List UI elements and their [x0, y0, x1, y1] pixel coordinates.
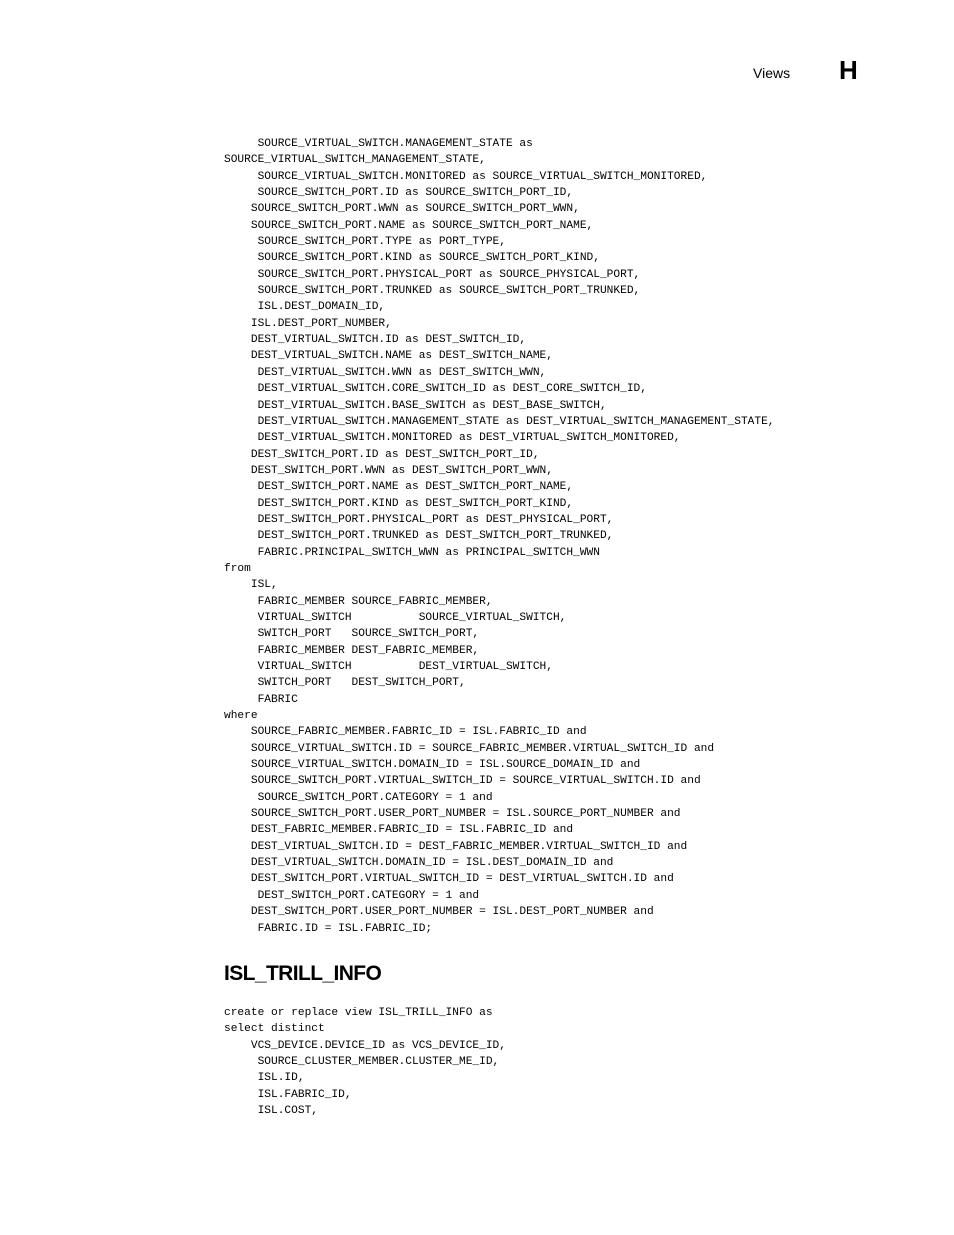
sql-code-block-isl-trill-info: create or replace view ISL_TRILL_INFO as select distinct VCS_DEVICE.DEVICE_ID as VCS_DEVICE_ID, SOURCE_CLUSTER_MEMBER.CLUSTER_ME_ID, ISL.ID, ISL.FABRIC_ID, ISL.COST, [224, 1007, 506, 1118]
section-heading: ISL_TRILL_INFO [224, 962, 382, 985]
running-header-section: Views [753, 65, 791, 81]
sql-code-block: SOURCE_VIRTUAL_SWITCH.MANAGEMENT_STATE as SOURCE_VIRTUAL_SWITCH_MANAGEMENT_STATE, SOURCE_VIRTUAL_SWITCH.MONITORED as SOURCE_VIRTUAL_SWITCH_MONITORED, SOURCE_SWITCH_PORT.ID as SOURCE_SWITCH_PORT_ID, SOURCE_SWITCH_PORT.WWN as SOURCE_SWITCH_PORT_WWN, SOURCE_SWITCH_PORT.NAME as SOURCE_SWITCH_PORT_NAME, SOURCE_SWITCH_PORT.TYPE as PORT_TYPE, SOURCE_SWITCH_PORT.KIND as SOURCE_SWITCH_PORT_KIND, SOURCE_SWITCH_PORT.PHYSICAL_PORT as SOURCE_PHYSICAL_PORT, SOURCE_SWITCH_PORT.TRUNKED as SOURCE_SWITCH_PORT_TRUNKED, ISL.DEST_DOMAIN_ID, ISL.DEST_PORT_NUMBER, DEST_VIRTUAL_SWITCH.ID as DEST_SWITCH_ID, DEST_VIRTUAL_SWITCH.NAME as DEST_SWITCH_NAME, DEST_VIRTUAL_SWITCH.WWN as DEST_SWITCH_WWN, DEST_VIRTUAL_SWITCH.CORE_SWITCH_ID as DEST_CORE_SWITCH_ID, DEST_VIRTUAL_SWITCH.BASE_SWITCH as DEST_BASE_SWITCH, DEST_VIRTUAL_SWITCH.MANAGEMENT_STATE as DEST_VIRTUAL_SWITCH_MANAGEMENT_STATE, DEST_VIRTUAL_SWITCH.MONITORED as DEST_VIRTUAL_SWITCH_MONITORED, DEST_SWITCH_PORT.ID as DEST_SWITCH_PORT_ID, DEST_SWITCH_PORT.WWN as DEST_SWITCH_PORT_WWN, DEST_SWITCH_PORT.NAME as DEST_SWITCH_PORT_NAME, DEST_SWITCH_PORT.KIND as DEST_SWITCH_PORT_KIND, DEST_SWITCH_PORT.PHYSICAL_PORT as DEST_PHYSICAL_PORT, DEST_SWITCH_PORT.TRUNKED as DEST_SWITCH_PORT_TRUNKED, FABRIC.PRINCIPAL_SWITCH_WWN as PRINCIPAL_SWITCH_WWN from ISL, FABRIC_MEMBER SOURCE_FABRIC_MEMBER, VIRTUAL_SWITCH SOURCE_VIRTUAL_SWITCH, SWITCH_PORT SOURCE_SWITCH_PORT, FABRIC_MEMBER DEST_FABRIC_MEMBER, VIRTUAL_SWITCH DEST_VIRTUAL_SWITCH, SWITCH_PORT DEST_SWITCH_PORT, FABRIC where SOURCE_FABRIC_MEMBER.FABRIC_ID = ISL.FABRIC_ID and SOURCE_VIRTUAL_SWITCH.ID = SOURCE_FABRIC_MEMBER.VIRTUAL_SWITCH_ID and SOURCE_VIRTUAL_SWITCH.DOMAIN_ID = ISL.SOURCE_DOMAIN_ID and SOURCE_SWITCH_PORT.VIRTUAL_SWITCH_ID = SOURCE_VIRTUAL_SWITCH.ID and SOURCE_SWITCH_PORT.CATEGORY = 1 and SOURCE_SWITCH_PORT.USER_PORT_NUMBER = ISL.SOURCE_PORT_NUMBER and DEST_FABRIC_MEMBER.FABRIC_ID = ISL.FABRIC_ID and DEST_VIRTUAL_SWITCH.ID = DEST_FABRIC_MEMBER.VIRTUAL_SWITCH_ID and DEST_VIRTUAL_SWITCH.DOMAIN_ID = ISL.DEST_DOMAIN_ID and DEST_SWITCH_PORT.VIRTUAL_SWITCH_ID = DEST_VIRTUAL_SWITCH.ID and DEST_SWITCH_PORT.CATEGORY = 1 and DEST_SWITCH_PORT.USER_PORT_NUMBER = ISL.DEST_PORT_NUMBER and FABRIC.ID = ISL.FABRIC_ID; [224, 138, 775, 935]
chapter-letter: H [839, 55, 858, 85]
